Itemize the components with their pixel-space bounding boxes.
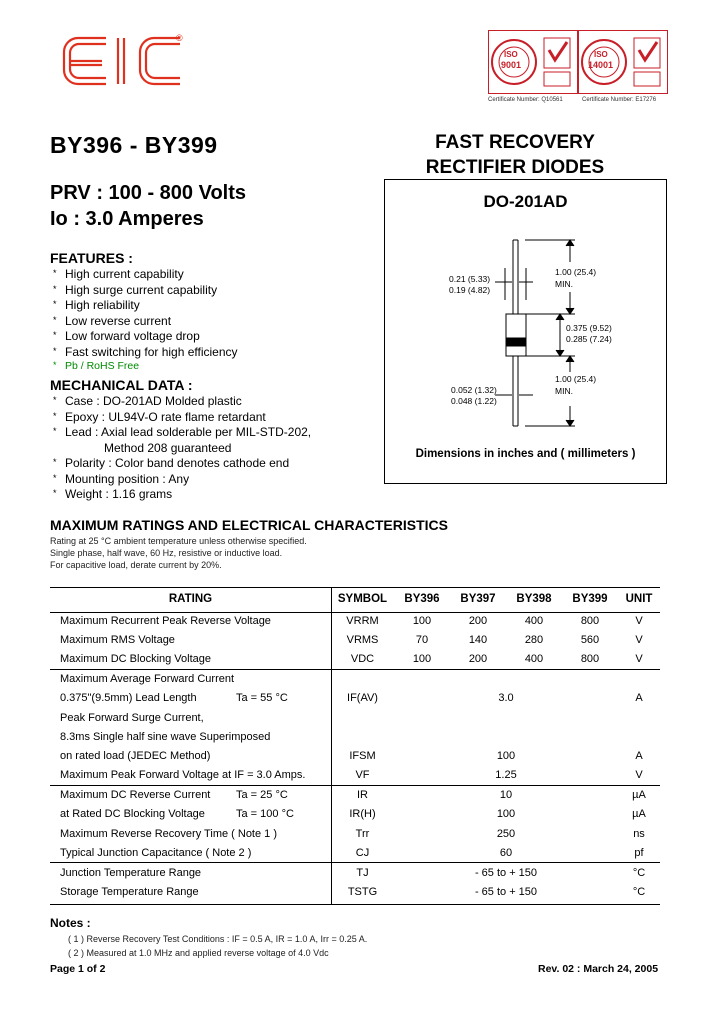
rating-cell: Maximum Average Forward Current [50,669,331,689]
mechanical-heading: MECHANICAL DATA : [50,377,193,393]
unit-cell: A [635,749,643,762]
dim-bottom-min: MIN. [555,386,573,396]
symbol-cell: TJ [331,863,394,883]
table-bottom-border [50,904,660,905]
table-row [50,824,660,843]
page-number: Page 1 of 2 [50,963,106,975]
symbol-cell: IFSM [349,749,376,762]
table-row [50,630,660,649]
mechanical-item: * Case : DO-201AD Molded plastic [53,394,242,408]
value-cell [394,669,618,689]
dim-top-min: MIN. [555,279,573,289]
value-cell: 400 [524,614,544,627]
value-cell: 60 [499,846,513,859]
ratings-note: Rating at 25 °C ambient temperature unless otherwise specified. [50,536,307,546]
cert1-line2: 9001 [501,60,522,70]
symbol-cell: VDC [350,652,375,665]
value-cell: 280 [524,633,544,646]
package-name: DO-201AD [483,192,568,211]
dim-lead-diameter-min: 0.048 (1.22) [451,396,497,406]
symbol-cell: IR(H) [349,808,376,821]
unit-cell: µA [632,808,646,821]
value-cell: 140 [468,633,488,646]
symbol-cell: VRRM [346,614,379,627]
mechanical-item-continued: Method 208 guaranteed [104,440,232,455]
symbol-cell: Trr [355,827,370,840]
col-header-by396: BY396 [404,593,440,605]
value-cell: 1.25 [495,769,517,782]
unit-cell: V [635,652,643,665]
note-item: ( 1 ) Reverse Recovery Test Conditions : IF = 0.5 A, IR = 1.0 A, Irr = 0.25 A. [68,934,368,944]
unit-cell [618,727,660,746]
ratings-note: For capacitive load, derate current by 20%. [50,560,222,570]
rating-cell: Maximum Peak Forward Voltage at IF = 3.0 Amps. [60,769,306,782]
rating-cell: Maximum Recurrent Peak Reverse Voltage [60,614,271,627]
value-cell [394,727,618,746]
feature-item: * High current capability [53,267,184,281]
mechanical-item: * Epoxy : UL94V-O rate flame retardant [53,409,266,424]
dim-body-length-max: 0.375 (9.52) [566,323,612,333]
dimensions-caption: Dimensions in inches and ( millimeters ) [415,448,636,460]
unit-cell: V [635,633,643,646]
table-row [50,727,660,746]
table-row [50,863,660,883]
value-cell: - 65 to + 150 [474,886,538,899]
value-cell: 250 [496,827,516,840]
dim-lead-width-min: 0.19 (4.82) [449,285,491,295]
rating-cell: at Rated DC Blocking Voltage Ta = 100 °C [60,808,294,821]
product-type-line1: FAST RECOVERY [435,132,595,153]
symbol-cell: CJ [355,846,370,859]
rating-cell: Maximum DC Blocking Voltage [60,652,212,665]
dim-top-length: 1.00 (25.4) [555,267,597,277]
rating-cell: Typical Junction Capacitance ( Note 2 ) [60,846,252,859]
pb-free-item: * Pb / RoHS Free [53,360,140,372]
rating-cell: Maximum DC Reverse Current Ta = 25 °C [50,785,331,805]
notes-heading: Notes : [50,916,91,930]
symbol-cell [331,669,394,689]
dim-body-length-min: 0.285 (7.24) [566,334,612,344]
cert1-caption: Certificate Number: Q10561 [488,97,563,103]
note-item: ( 2 ) Measured at 1.0 MHz and applied reverse voltage of 4.0 Vdc [68,948,329,958]
table-row [50,611,660,630]
cert1-line1: ISO [504,50,518,59]
unit-cell: V [635,769,643,782]
value-cell: 100 [496,749,516,762]
ratings-table [50,587,660,902]
unit-cell: pf [634,846,644,859]
table-row [50,708,660,727]
value-cell [394,708,618,727]
cert2-caption: Certificate Number: E17276 [582,97,657,103]
col-header-by397: BY397 [460,593,496,605]
rating-cell: on rated load (JEDEC Method) [60,749,211,762]
eic-logo [62,30,192,90]
feature-item: * High surge current capability [53,282,218,297]
condition-text: Ta = 25 °C [236,789,288,802]
value-cell: 800 [580,652,600,665]
value-cell: 100 [496,808,516,821]
table-row [50,785,660,805]
table-row [50,883,660,902]
rating-cell: Junction Temperature Range [50,863,331,883]
revision-date: Rev. 02 : March 24, 2005 [538,963,659,975]
symbol-cell: IF(AV) [347,692,378,705]
value-cell: 10 [394,785,618,805]
symbol-cell: VRMS [346,633,379,646]
value-cell: 800 [580,614,600,627]
col-header-rating: RATING [168,593,213,605]
cert2-line2: 14001 [588,60,614,70]
unit-cell [618,669,660,689]
value-cell: 560 [580,633,600,646]
rating-cell: 0.375"(9.5mm) Lead Length Ta = 55 °C [60,692,288,705]
diode-outline-drawing [385,180,666,483]
page-title: BY396 - BY399 [50,132,218,158]
io-line: Io : 3.0 Amperes [50,208,204,230]
table-row [50,746,660,765]
symbol-cell: VF [355,769,370,782]
value-cell: - 65 to + 150 [394,863,618,883]
rating-cell: Peak Forward Surge Current, [60,711,204,724]
dim-lead-diameter-max: 0.052 (1.32) [451,385,497,395]
unit-cell: A [635,692,643,705]
condition-text: Ta = 100 °C [236,808,294,821]
feature-item: * High reliability [53,298,140,312]
table-row [50,689,660,708]
features-list [50,267,238,373]
dim-lead-width-max: 0.21 (5.33) [449,274,491,284]
registered-mark: ® [176,33,183,43]
table-row [50,669,660,689]
dim-bottom-length: 1.00 (25.4) [555,374,597,384]
col-header-by399: BY399 [572,593,608,605]
value-cell: 100 [412,614,432,627]
table-row [50,649,660,669]
unit-cell [618,708,660,727]
value-cell: 400 [524,652,544,665]
rating-cell: Storage Temperature Range [60,886,199,899]
unit-cell: ns [633,827,645,840]
col-header-by398: BY398 [516,593,552,605]
symbol-cell [331,708,394,727]
unit-cell: V [635,614,643,627]
features-heading: FEATURES : [50,250,133,266]
prv-line: PRV : 100 - 800 Volts [50,182,247,204]
col-header-unit: UNIT [625,593,653,605]
table-row [50,766,660,786]
col-header-symbol: SYMBOL [337,593,388,605]
symbol-cell: IR [331,785,394,805]
table-header-row [50,587,660,611]
rating-cell: 8.3ms Single half sine wave Superimposed [60,730,271,743]
ratings-heading: MAXIMUM RATINGS AND ELECTRICAL CHARACTERISTICS [50,517,448,533]
mechanical-item: * Polarity : Color band denotes cathode end [53,456,290,470]
value-cell: 200 [468,652,488,665]
feature-item: * Low reverse current [53,313,172,328]
ratings-note: Single phase, half wave, 60 Hz, resistive or inductive load. [50,548,283,558]
rating-cell: Maximum Reverse Recovery Time ( Note 1 ) [60,827,277,840]
cert2-line1: ISO [594,50,608,59]
value-cell: 70 [415,633,429,646]
unit-cell: °C [618,863,660,883]
unit-cell: °C [632,886,646,899]
feature-item: * Low forward voltage drop [53,329,200,343]
mechanical-item: * Weight : 1.16 grams [53,487,173,501]
table-row [50,805,660,824]
value-cell: 200 [468,614,488,627]
package-drawing-box [384,179,667,484]
value-cell: 3.0 [498,692,514,705]
product-type-line2: RECTIFIER DIODES [425,157,605,178]
feature-item: * Fast switching for high efficiency [53,344,238,359]
unit-cell: µA [618,785,660,805]
mechanical-item: * Mounting position : Any [53,471,190,486]
mechanical-item: * Lead : Axial lead solderable per MIL-STD-202, [53,425,312,439]
value-cell: 100 [412,652,432,665]
condition-text: Ta = 55 °C [236,692,288,705]
table-row [50,843,660,863]
symbol-cell: TSTG [347,886,378,899]
symbol-cell [331,727,394,746]
mechanical-list [50,394,311,503]
rating-cell: Maximum RMS Voltage [60,633,175,646]
